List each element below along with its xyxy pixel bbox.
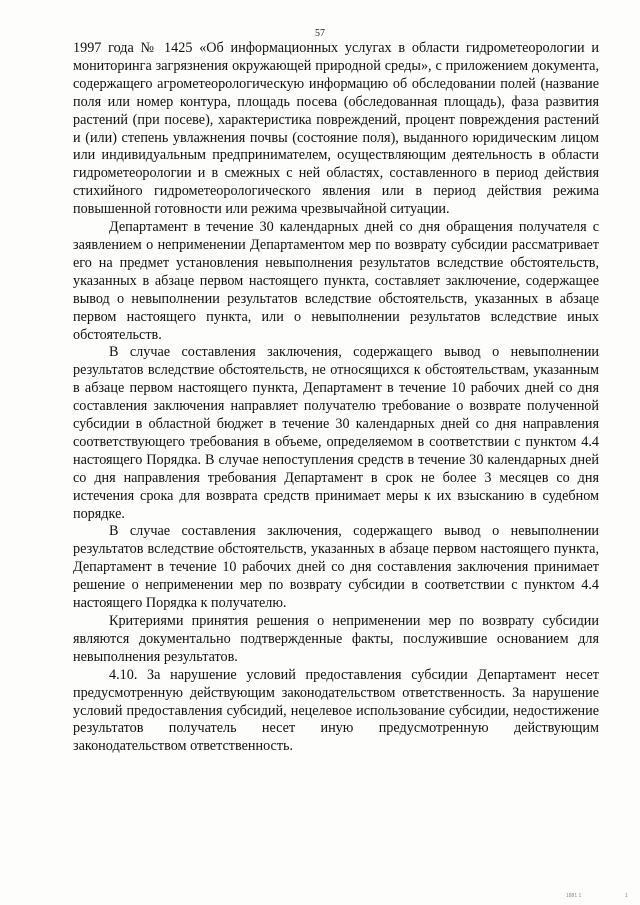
paragraph-continuation: 1997 года № 1425 «Об информационных услугах в области гидрометеорологии и мониторинга загрязнения окружающей природной среды», с приложением документа, содержащего агрометеорологическую информацию об обследовании полей (название поля или номер контура, площадь посева (обследованная площадь), фаза развития растений (при посеве), характеристика повреждений, процент повреждения растений и (или) степень увлажнения почвы (состояние поля), выданного юридическим лицом или индивидуальным предпринимателем, осуществляющим деятельность в области гидрометеорологии и в смежных с ней областях, составленного в период действия стихийного гидрометеорологического явления или в период действия режима повышенной готовности или режима чрезвычайной ситуации. [73,40,599,218]
footer-mark: 1 [625,893,628,899]
paragraph-criteria: Критериями принятия решения о неприменении мер по возврату субсидии являются документально подтвержденные факты, послужившие основанием для невыполнения результатов. [73,613,599,665]
footer-mark: 1881 1 [566,893,582,899]
page-number: 57 [315,28,325,39]
paragraph-review-period: Департамент в течение 30 календарных дней со дня обращения получателя с заявлением о неприменении Департаментом мер по возврату субсидии рассматривает его на предмет установления невыполнения результатов вследствие обстоятельств, указанных в абзаце первом настоящего пункта, составляет заключение, содержащее вывод о невыполнении результатов вследствие обстоятельств, указанных в абзаце первом настоящего пункта, или о невыполнении результатов вследствие иных обстоятельств. [73,219,599,343]
paragraph-return-requirement: В случае составления заключения, содержащего вывод о невыполнении результатов вследствие обстоятельств, не относящихся к обстоятельствам, указанным в абзаце первом настоящего пункта, Департамент в течение 10 рабочих дней со дня составления заключения направляет получателю требование о возврате полученной субсидии в областной бюджет в течение 30 календарных дней со дня направления соответствующего требования в объеме, определяемом в соответствии с пунктом 4.4 настоящего Порядка. В случае непоступления средств в течение 30 календарных дней со дня направления требования Департамент в срок не более 3 месяцев со дня истечения срока для возврата средств принимает меры к их взысканию в судебном порядке. [73,344,599,522]
document-body [73,40,599,756]
paragraph-non-application: В случае составления заключения, содержащего вывод о невыполнении результатов вследствие обстоятельств, указанных в абзаце первом настоящего пункта, Департамент в течение 10 рабочих дней со дня составления заключения принимает решение о неприменении мер по возврату субсидии в соответствии с пунктом 4.4 настоящего Порядка к получателю. [73,523,599,612]
paragraph-responsibility: 4.10. За нарушение условий предоставления субсидии Департамент несет предусмотренную действующим законодательством ответственность. За нарушение условий предоставления субсидий, нецелевое использование субсидии, недостижение результатов получатель несет иную предусмотренную действующим законодательством ответственность. [73,666,599,755]
